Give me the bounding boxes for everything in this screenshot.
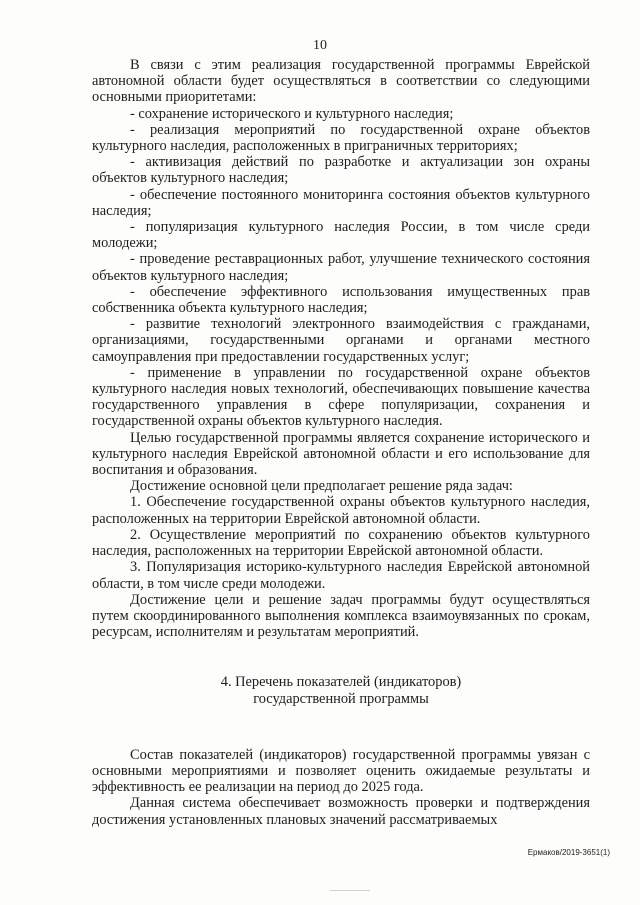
priority-item: - проведение реставрационных работ, улучшение технического состояния объектов культурного наследия;	[92, 251, 590, 284]
section-heading-line2: государственной программы	[253, 690, 429, 707]
priority-item: - сохранение исторического и культурного наследия;	[130, 105, 454, 122]
document-body	[92, 57, 590, 828]
task-item: 1. Обеспечение государственной охраны объектов культурного наследия, расположенных на территории Еврейской автономной области.	[92, 494, 590, 527]
paragraph-intro: В связи с этим реализация государственной программы Еврейской автономной области будет осуществляться в соответствии со следующими основными приоритетами:	[92, 57, 590, 106]
paragraph-goal: Целью государственной программы является сохранение исторического и культурного наследия Еврейской автономной области и его использование для воспитания и образования.	[92, 429, 590, 479]
task-item: 2. Осуществление мероприятий по сохранению объектов культурного наследия, расположенных на территории Еврейской автономной области.	[92, 526, 590, 560]
paragraph-summary: Достижение цели и решение задач программы будут осуществляться путем скоординированного выполнения комплекса взаимоувязанных по срокам, ресурсам, исполнителям и результатам мероприятий.	[92, 591, 590, 641]
priority-item: - активизация действий по разработке и актуализации зон охраны объектов культурного наследия;	[92, 154, 590, 187]
priority-item: - развитие технологий электронного взаимодействия с гражданами, организациями, государственными органами и органами местного самоуправления при предоставлении государственных услуг;	[92, 316, 590, 365]
paragraph-system: Данная система обеспечивает возможность проверки и подтверждения достижения установленных плановых значений рассматриваемых	[92, 795, 590, 828]
paragraph-indicators: Состав показателей (индикаторов) государственной программы увязан с основными мероприятиями и позволяет оценить ожидаемые результаты и эффективность ее реализации на период до 2025 года.	[92, 746, 590, 796]
document-code: Ермаков/2019-3651(1)	[527, 848, 610, 857]
paragraph-tasks-intro: Достижение основной цели предполагает решение ряда задач:	[130, 478, 513, 495]
priority-item: - обеспечение постоянного мониторинга состояния объектов культурного наследия;	[92, 186, 590, 219]
section-heading	[92, 674, 590, 706]
priority-item: - популяризация культурного наследия России, в том числе среди молодежи;	[92, 219, 590, 252]
task-item: 3. Популяризация историко-культурного наследия Еврейской автономной области, в том числе среди молодежи.	[92, 559, 590, 592]
page-number: 10	[313, 38, 327, 53]
priority-item: - обеспечение эффективного использования имущественных прав собственника объекта культурного наследия;	[92, 283, 590, 317]
section-heading-line1: 4. Перечень показателей (индикаторов)	[220, 674, 462, 691]
scan-artifact-line	[330, 890, 370, 891]
priority-item: - применение в управлении по государственной охране объектов культурного наследия новых технологий, обеспечивающих повышение качества государственного управления в сфере популяризации, сохранения и государственной охраны объектов культурного наследия.	[92, 364, 590, 430]
priority-item: - реализация мероприятий по государственной охране объектов культурного наследия, расположенных в приграничных территориях;	[92, 121, 590, 155]
